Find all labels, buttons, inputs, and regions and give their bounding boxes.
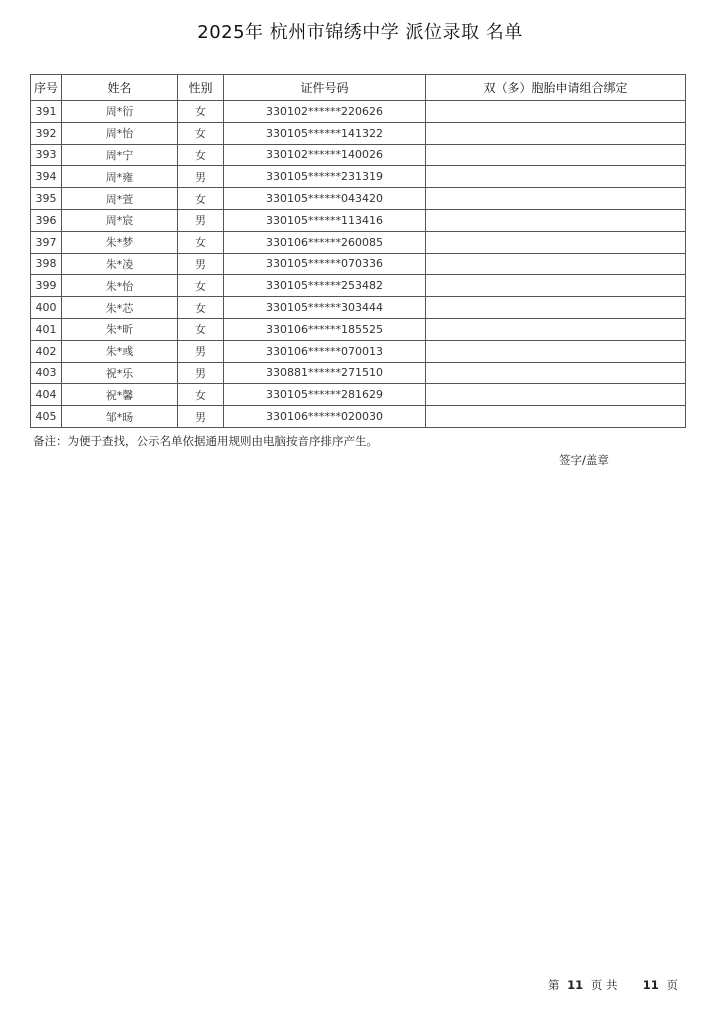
signature-stamp-label: 签字/盖章 <box>559 453 609 467</box>
cell-id-number: 330106******020030 <box>224 406 426 428</box>
cell-twin-binding <box>426 166 686 188</box>
cell-id-number: 330105******070336 <box>224 253 426 275</box>
cell-twin-binding <box>426 275 686 297</box>
cell-id-number: 330105******113416 <box>224 209 426 231</box>
cell-serial: 391 <box>31 101 62 123</box>
cell-serial: 395 <box>31 188 62 210</box>
cell-name: 周*雍 <box>62 166 178 188</box>
cell-twin-binding <box>426 406 686 428</box>
cell-twin-binding <box>426 188 686 210</box>
cell-gender: 女 <box>178 297 224 319</box>
cell-name: 朱*芯 <box>62 297 178 319</box>
table-row <box>31 101 686 123</box>
table-row <box>31 297 686 319</box>
cell-serial: 398 <box>31 253 62 275</box>
cell-gender: 女 <box>178 188 224 210</box>
cell-twin-binding <box>426 253 686 275</box>
footer-middle: 页 共 <box>590 978 618 992</box>
remark-note: 备注：为便于查找，公示名单依据通用规则由电脑按音序排序产生。 <box>33 434 378 448</box>
cell-twin-binding <box>426 297 686 319</box>
cell-name: 朱*彧 <box>62 340 178 362</box>
cell-id-number: 330105******303444 <box>224 297 426 319</box>
table-row <box>31 318 686 340</box>
cell-serial: 396 <box>31 209 62 231</box>
cell-name: 周*衍 <box>62 101 178 123</box>
header-serial: 序号 <box>31 75 62 101</box>
cell-twin-binding <box>426 122 686 144</box>
cell-gender: 男 <box>178 340 224 362</box>
cell-serial: 397 <box>31 231 62 253</box>
total-page-number: 11 <box>642 978 659 992</box>
cell-gender: 男 <box>178 209 224 231</box>
cell-name: 祝*乐 <box>62 362 178 384</box>
cell-name: 朱*凌 <box>62 253 178 275</box>
header-gender: 性别 <box>178 75 224 101</box>
cell-twin-binding <box>426 101 686 123</box>
cell-id-number: 330106******070013 <box>224 340 426 362</box>
cell-name: 祝*馨 <box>62 384 178 406</box>
cell-serial: 405 <box>31 406 62 428</box>
page-footer <box>548 977 678 993</box>
table-row <box>31 166 686 188</box>
cell-serial: 403 <box>31 362 62 384</box>
table-row <box>31 340 686 362</box>
cell-name: 邹*旸 <box>62 406 178 428</box>
table-row <box>31 188 686 210</box>
footer-prefix: 第 <box>548 978 560 992</box>
cell-gender: 女 <box>178 122 224 144</box>
table-header-row <box>31 75 686 101</box>
cell-serial: 404 <box>31 384 62 406</box>
table-row <box>31 362 686 384</box>
table-row <box>31 406 686 428</box>
table-row <box>31 122 686 144</box>
cell-twin-binding <box>426 144 686 166</box>
table-row <box>31 209 686 231</box>
cell-id-number: 330105******141322 <box>224 122 426 144</box>
cell-serial: 394 <box>31 166 62 188</box>
cell-name: 周*怡 <box>62 122 178 144</box>
cell-serial: 401 <box>31 318 62 340</box>
cell-name: 周*宸 <box>62 209 178 231</box>
table-row <box>31 275 686 297</box>
cell-gender: 女 <box>178 144 224 166</box>
cell-twin-binding <box>426 231 686 253</box>
cell-id-number: 330102******220626 <box>224 101 426 123</box>
cell-name: 周*萱 <box>62 188 178 210</box>
cell-twin-binding <box>426 318 686 340</box>
header-name: 姓名 <box>62 75 178 101</box>
cell-id-number: 330105******231319 <box>224 166 426 188</box>
cell-twin-binding <box>426 340 686 362</box>
cell-id-number: 330106******260085 <box>224 231 426 253</box>
cell-gender: 男 <box>178 166 224 188</box>
cell-name: 朱*梦 <box>62 231 178 253</box>
admission-table <box>30 74 686 428</box>
page-title: 2025年 杭州市锦绣中学 派位录取 名单 <box>197 22 523 43</box>
cell-id-number: 330106******185525 <box>224 318 426 340</box>
table-body <box>31 101 686 428</box>
cell-gender: 男 <box>178 253 224 275</box>
cell-serial: 399 <box>31 275 62 297</box>
table-row <box>31 144 686 166</box>
cell-serial: 400 <box>31 297 62 319</box>
cell-id-number: 330102******140026 <box>224 144 426 166</box>
cell-serial: 393 <box>31 144 62 166</box>
cell-gender: 女 <box>178 231 224 253</box>
cell-name: 朱*怡 <box>62 275 178 297</box>
cell-serial: 402 <box>31 340 62 362</box>
cell-gender: 男 <box>178 362 224 384</box>
cell-twin-binding <box>426 384 686 406</box>
cell-name: 周*宁 <box>62 144 178 166</box>
header-id-number: 证件号码 <box>224 75 426 101</box>
cell-name: 朱*昕 <box>62 318 178 340</box>
cell-gender: 女 <box>178 275 224 297</box>
cell-gender: 女 <box>178 318 224 340</box>
cell-twin-binding <box>426 209 686 231</box>
cell-id-number: 330105******043420 <box>224 188 426 210</box>
cell-gender: 女 <box>178 384 224 406</box>
cell-id-number: 330881******271510 <box>224 362 426 384</box>
cell-twin-binding <box>426 362 686 384</box>
cell-gender: 女 <box>178 101 224 123</box>
cell-id-number: 330105******281629 <box>224 384 426 406</box>
cell-gender: 男 <box>178 406 224 428</box>
table-row <box>31 253 686 275</box>
cell-serial: 392 <box>31 122 62 144</box>
cell-id-number: 330105******253482 <box>224 275 426 297</box>
header-twin-binding: 双（多）胞胎申请组合绑定 <box>426 75 686 101</box>
current-page-number: 11 <box>567 978 584 992</box>
table-row <box>31 384 686 406</box>
footer-suffix: 页 <box>666 978 678 992</box>
table-row <box>31 231 686 253</box>
